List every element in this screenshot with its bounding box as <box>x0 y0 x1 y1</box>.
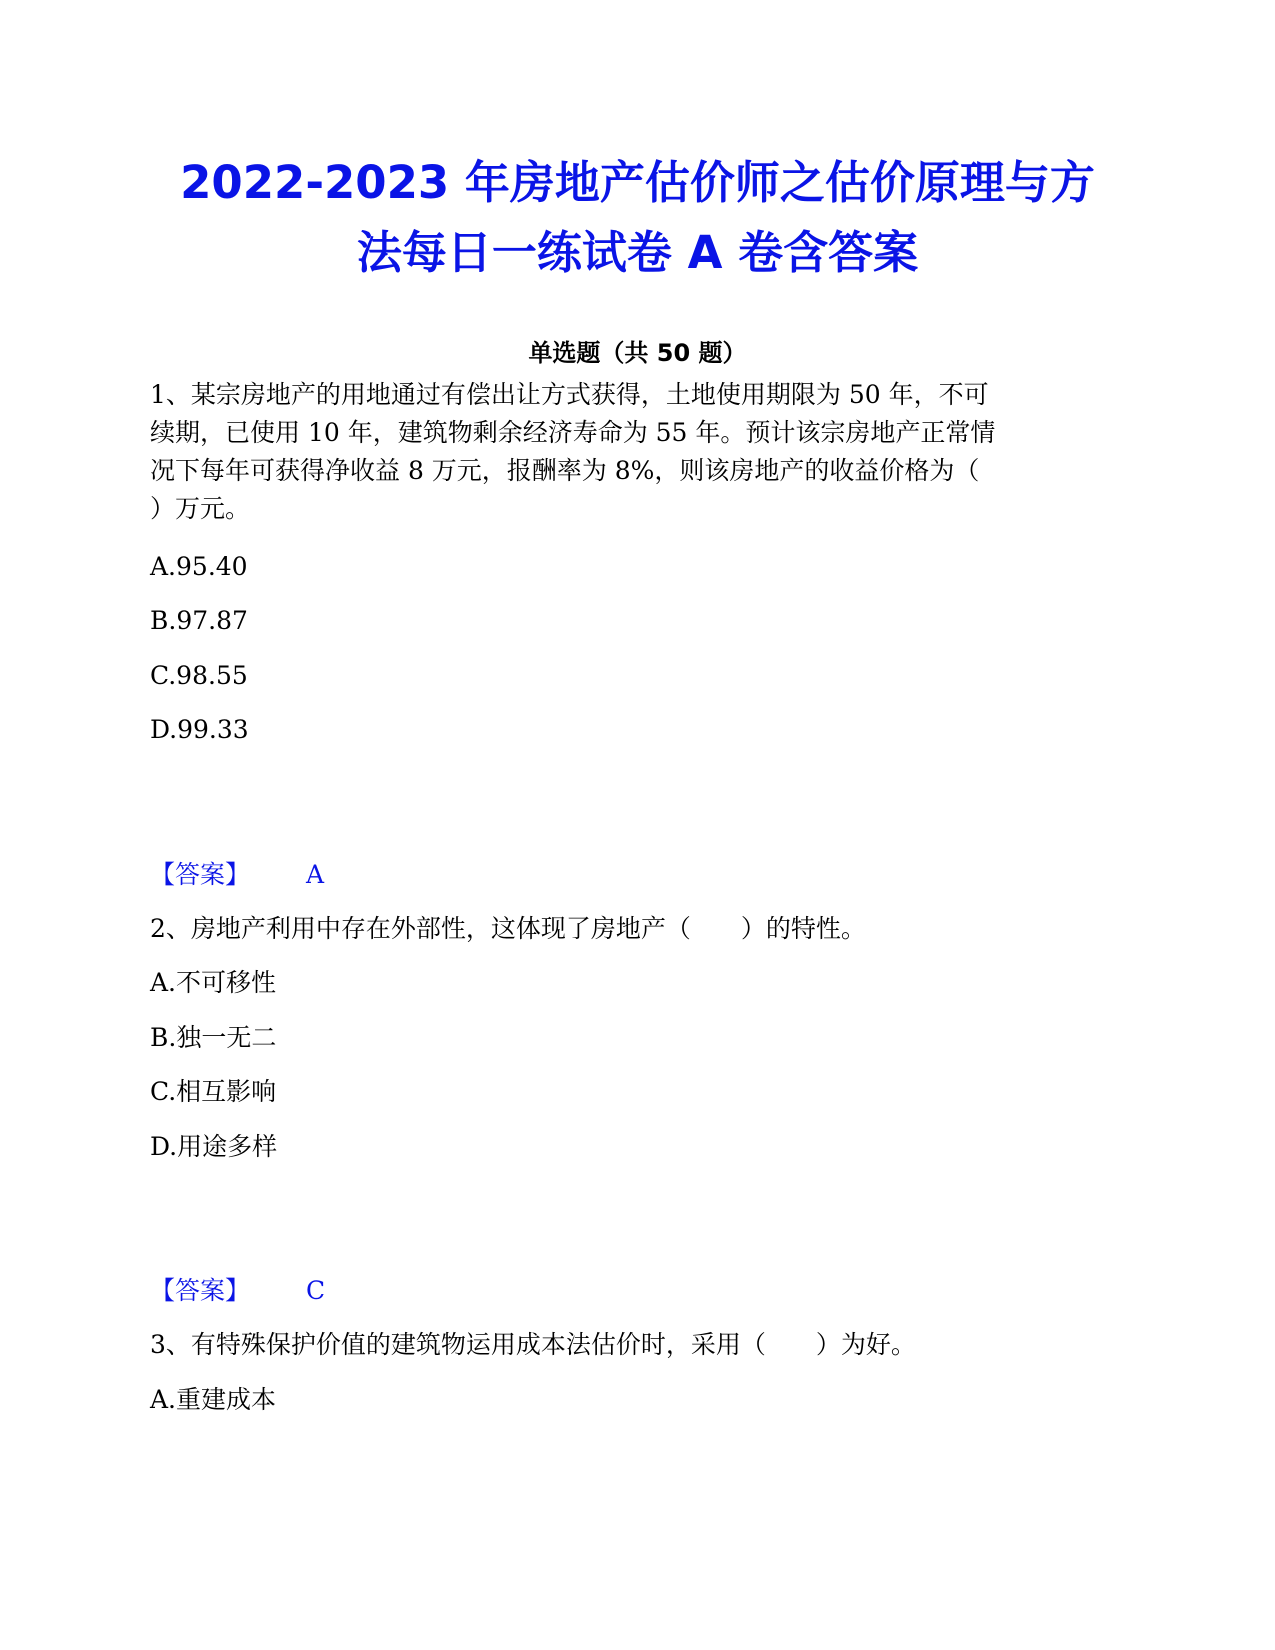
answer-value: A <box>306 860 325 889</box>
question-1-text-line-3: 况下每年可获得净收益 8 万元，报酬率为 8%，则该房地产的收益价格为（ <box>150 456 980 485</box>
question-2-answer <box>150 1273 325 1309</box>
document-title-line-1: 2022-2023 年房地产估价师之估价原理与方 <box>180 156 1095 209</box>
question-1-text-line-1: 1、某宗房地产的用地通过有偿出让方式获得，土地使用期限为 50 年，不可 <box>150 380 989 409</box>
question-1-option-b: B.97.87 <box>150 606 248 635</box>
question-3-text-line-1: 3、有特殊保护价值的建筑物运用成本法估价时，采用（ ）为好。 <box>150 1330 916 1359</box>
question-2-text-line-1: 2、房地产利用中存在外部性，这体现了房地产（ ）的特性。 <box>150 914 866 943</box>
question-1-text-line-2: 续期，已使用 10 年，建筑物剩余经济寿命为 55 年。预计该宗房地产正常情 <box>150 418 996 447</box>
question-1-answer <box>150 857 324 893</box>
question-1-option-a: A.95.40 <box>150 552 248 581</box>
answer-label: 【答案】 <box>150 1276 251 1305</box>
question-1-option-c: C.98.55 <box>150 661 248 690</box>
question-2-option-d: D.用途多样 <box>150 1132 278 1161</box>
question-1-text-line-4: ）万元。 <box>150 494 251 523</box>
answer-label: 【答案】 <box>150 860 251 889</box>
question-2-option-c: C.相互影响 <box>150 1077 277 1106</box>
question-2-option-b: B.独一无二 <box>150 1023 277 1052</box>
document-title-line-2: 法每日一练试卷 A 卷含答案 <box>356 226 919 279</box>
question-1-option-d: D.99.33 <box>150 715 249 744</box>
answer-value: C <box>306 1276 326 1305</box>
question-3-option-a: A.重建成本 <box>150 1385 277 1414</box>
question-2-option-a: A.不可移性 <box>150 968 277 997</box>
section-heading: 单选题（共 50 题） <box>528 339 747 367</box>
